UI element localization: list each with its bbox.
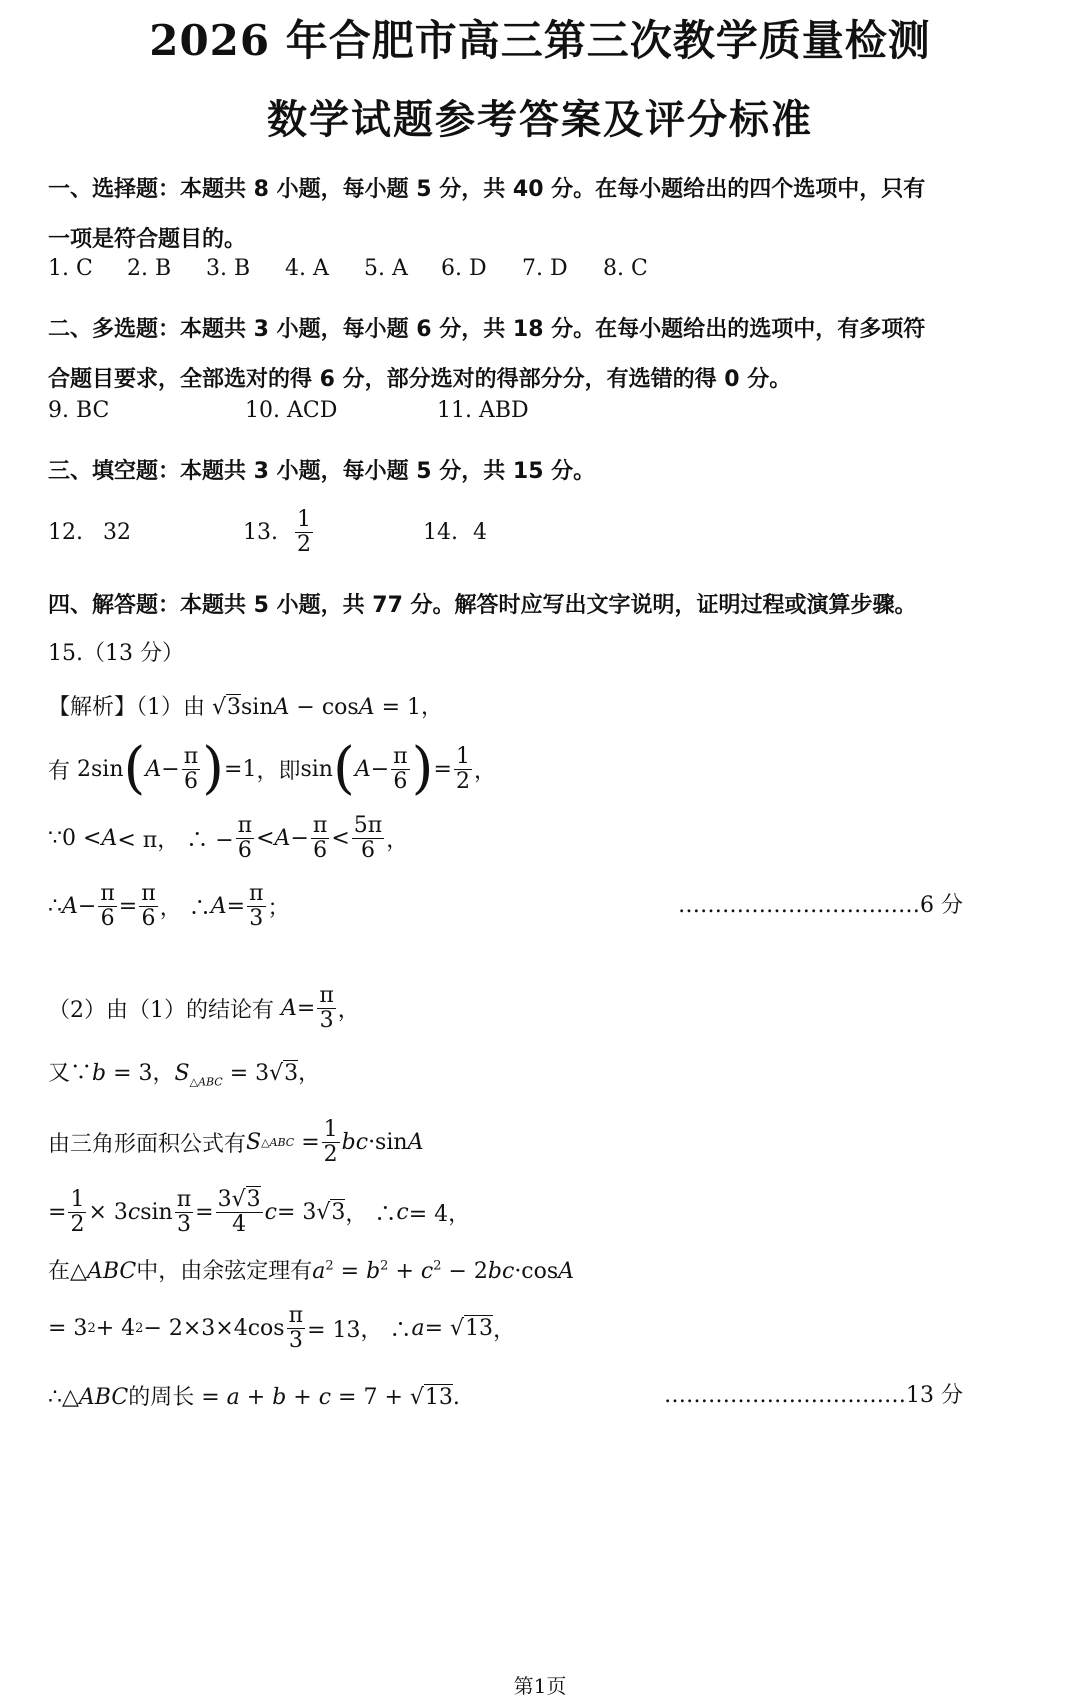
score-marker-6: ……………………………6 分 (678, 893, 963, 918)
score-marker-13: ……………………………13 分 (664, 1383, 963, 1408)
answer-14: 4 (473, 519, 487, 545)
answer-13 (293, 508, 423, 555)
section4-heading: 四、解答题：本题共 5 小题，共 77 分。解答时应写出文字说明，证明过程或演算步骤。 (48, 593, 917, 618)
section3-heading: 三、填空题：本题共 3 小题，每小题 5 分，共 15 分。 (48, 459, 596, 484)
section2-heading-cont: 合题目要求，全部选对的得 6 分，部分选对的得部分分，有选错的得 0 分。 (48, 367, 792, 392)
section3-answers (48, 502, 487, 562)
because-symbol: ∵ (48, 825, 62, 851)
answer-8: 8. C (603, 256, 648, 281)
answer-12: 32 (103, 519, 131, 545)
page-number: 第1页 (513, 1674, 567, 1698)
answer-3: 3. B (206, 256, 251, 281)
q13-label: 13. (243, 519, 278, 545)
answer-2: 2. B (127, 256, 172, 281)
solution-line-3: ∵ 0 < A < π， ∴ − $\frac{\pi}{6}$ < A − $\frac{\pi}{6}$ < $\frac{5\pi}{6}$ ， (48, 813, 409, 863)
area-formula-label: 由三角形面积公式有 (48, 1131, 247, 1157)
solution-line-5: （2）由（1）的结论有 A = $\frac{\pi}{3}$ ， (48, 983, 360, 1033)
cosine-law-label: 中，由余弦定理有 (136, 1259, 313, 1284)
solution-line-2: 有 2sin ( A − $\frac{\pi}{6}$ ) =1 ，即 sin ( A − $\frac{\pi}{6}$ ) = $\frac{1}{2}$ ， (48, 736, 496, 801)
section2-answers (48, 398, 529, 423)
text-zai: 在 (48, 1259, 71, 1284)
q12-label: 12. (48, 519, 83, 545)
solution-line-1: 【解析】（1）由 √3sinA − cosA = 1， (48, 695, 443, 720)
text-you-because: 又∵ (48, 1061, 93, 1086)
question-15-label: 15.（13 分） (48, 641, 184, 666)
answer-1: 1. C (48, 256, 93, 281)
perimeter-label: 的周长 (128, 1385, 195, 1410)
solution-line-9: 在△ABC中，由余弦定理有$a^2 = b^2 + c^2 - 2bc\cdot\cos A$ (48, 1258, 575, 1284)
solution-line-10: = 3 2 + 4 2 − 2×3×4cos $\frac{\pi}{3}$ = 13， ∴ a = √ 13 ， (48, 1303, 516, 1353)
a13-numerator: 1 (297, 507, 311, 533)
answer-11: 11. ABD (437, 398, 529, 423)
answer-6: 6. D (441, 256, 487, 281)
section1-answers (48, 256, 663, 281)
section1-heading-cont: 一项是符合题目的。 (48, 227, 247, 252)
section1-heading: 一、选择题：本题共 8 小题，每小题 5 分，共 40 分。在每小题给出的四个选项中，只有 (48, 177, 926, 202)
solution-line-7: 由三角形面积公式有 S △ABC = $\frac{1}{2}$ bc ·sin A (48, 1117, 424, 1167)
a13-denominator: 2 (297, 531, 311, 557)
solution-line-4: ∴ A − $\frac{\pi}{6}$ = $\frac{\pi}{6}$ ， ∴ A = $\frac{\pi}{3}$ ； (48, 881, 290, 931)
solution-line-8: = $\frac{1}{2}$ × 3 c sin $\frac{\pi}{3}$ = $\frac{3√3}{4}$ c = 3√ 3 ， ∴ c = 4， (48, 1187, 471, 1237)
answer-10: 10. ACD (245, 398, 338, 423)
answer-7: 7. D (522, 256, 568, 281)
answer-9: 9. BC (48, 398, 110, 423)
section2-heading: 二、多选题：本题共 3 小题，每小题 6 分，共 18 分。在每小题给出的选项中，有多项符 (48, 317, 926, 342)
text-you: 有 (48, 758, 71, 784)
part2-label: （2）由（1）的结论有 (48, 997, 274, 1023)
solution-label: 【解析】（1）由 (48, 695, 205, 720)
solution-line-6: 又∵b = 3，$S_{\triangle ABC} = 3√3$， (48, 1061, 321, 1089)
answer-5: 5. A (364, 256, 408, 281)
solution-line-11: ∴△ABC的周长 = a + b + c = 7 + √13. (48, 1385, 460, 1410)
page-title: 2026 年合肥市高三第三次教学质量检测 (149, 16, 931, 65)
text-ji: ，即 (256, 758, 301, 784)
q14-label: 14. (423, 519, 458, 545)
page-subtitle: 数学试题参考答案及评分标准 (267, 97, 813, 143)
answer-4: 4. A (285, 256, 329, 281)
